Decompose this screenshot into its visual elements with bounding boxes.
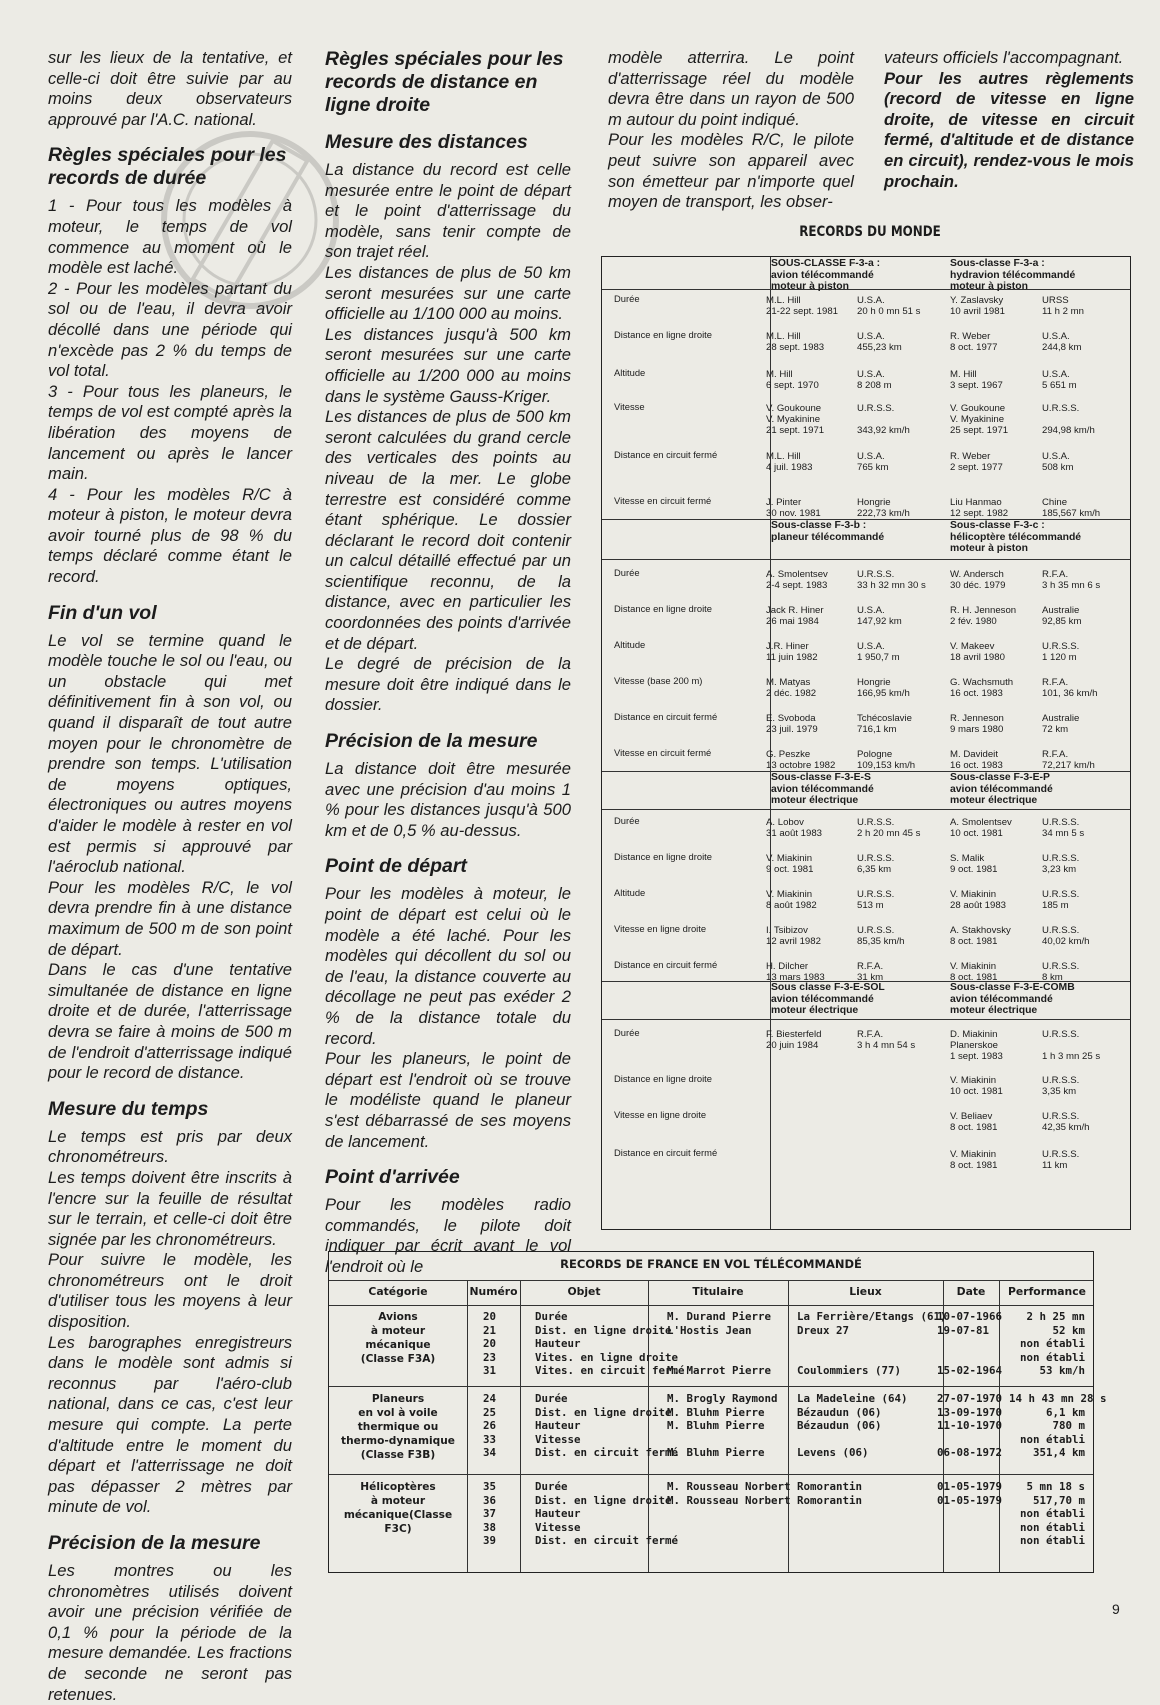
section-header-divider (602, 559, 1130, 560)
record-holder: A. Smolentsev 2-4 sept. 1983 (766, 569, 828, 592)
record-value: U.R.S.S. 294,98 km/h (1042, 403, 1095, 437)
section-header-left: Sous-classe F-3-b : planeur télécommandé (771, 520, 885, 543)
record-holder: E. Svoboda 23 juil. 1979 (766, 713, 818, 736)
record-objects: Durée Dist. en ligne droite Hauteur Vitesse Dist. en circuit fermé (535, 1480, 679, 1548)
column-header: Numéro (469, 1285, 518, 1298)
record-holder: G. Wachsmuth 16 oct. 1983 (950, 677, 1014, 700)
record-category: Durée (614, 567, 640, 578)
paragraph: La distance du record est celle mesurée entre le point de départ et le point d'atterrissage du modèle, sans tenir compte de son trajet réel. (325, 160, 571, 262)
record-category: Vitesse en ligne droite (614, 1109, 707, 1120)
record-holder: V. Makeev 18 avril 1980 (950, 641, 1005, 664)
paragraph: Le temps est pris par deux chronométreurs. (48, 1126, 292, 1167)
record-value: U.S.A. 5 651 m (1042, 369, 1077, 392)
record-holder: Jack R. Hiner 26 mai 1984 (766, 605, 824, 628)
record-holder: M.L. Hill 21-22 sept. 1981 (766, 295, 839, 318)
record-holder: M.L. Hill 28 sept. 1983 (766, 331, 825, 354)
record-value: U.R.S.S. 11 km (1042, 1149, 1080, 1172)
paragraph: 4 - Pour les modèles R/C à moteur à piston, le moteur devra avoir tourné plus de 98 % du temps déclaré comme étant le record. (48, 484, 292, 587)
record-holder: V. Miakinin 8 août 1982 (766, 889, 817, 912)
record-value: URSS 11 h 2 mn (1042, 295, 1084, 318)
section-header-right: Sous-classe F-3-a : hydravion télécommandé moteur à piston (950, 258, 1076, 293)
record-holder: V. Miakinin 10 oct. 1981 (950, 1075, 1003, 1098)
section-header-divider (602, 809, 1130, 810)
section-header-right: Sous-classe F-3-E-COMB avion télécommandé moteur électrique (950, 982, 1075, 1017)
record-holder: R. Weber 8 oct. 1977 (950, 331, 998, 354)
record-value: U.R.S.S. 8 km (1042, 961, 1080, 984)
paragraph: Pour les modèles à moteur, le point de départ est celui où le modèle a été laché. Pour les modèles qui décollent du sol ou de l'eau, la distance couverte au décollage ne peut pas exéder 2 % de la distance totale du record. (325, 884, 571, 1048)
column-header: Lieux (849, 1285, 882, 1298)
record-holder: M. Hill 3 sept. 1967 (950, 369, 1003, 392)
record-value: U.R.S.S. 185 m (1042, 889, 1080, 912)
record-value: U.S.A. 1 950,7 m (857, 641, 900, 664)
paragraph: Les distances jusqu'à 500 km seront mesurées sur une carte officielle au 1/200 000 au moins dans le système Gauss-Kriger. (325, 324, 571, 406)
record-category: Durée (614, 815, 640, 826)
record-value: U.S.A. 244,8 km (1042, 331, 1082, 354)
paragraph: Pour les planeurs, le point de départ est l'endroit où se trouve le modéliste quand le planeur s'est débarrassé de ses moyens de lancement. (325, 1049, 571, 1151)
record-holder: G. Peszke 13 octobre 1982 (766, 749, 836, 772)
record-holder: R. Jenneson 9 mars 1980 (950, 713, 1004, 736)
record-category: Durée (614, 293, 640, 304)
record-holder: M. Hill 6 sept. 1970 (766, 369, 819, 392)
record-numbers: 24 25 26 33 34 (483, 1392, 497, 1460)
record-value: U.S.A. 508 km (1042, 451, 1074, 474)
record-dates: 01-05-1979 01-05-1979 (937, 1480, 1003, 1507)
record-value: U.R.S.S. 34 mn 5 s (1042, 817, 1085, 840)
world-records-table (601, 256, 1131, 1230)
record-value: R.F.A. 31 km (857, 961, 884, 984)
record-holder: V. Miakinin 9 oct. 1981 (766, 853, 814, 876)
record-value: U.R.S.S. 2 h 20 mn 45 s (857, 817, 921, 840)
heading-fin-vol: Fin d'un vol (48, 601, 157, 624)
record-category: Distance en circuit fermé (614, 1147, 718, 1158)
world-records-title: RECORDS DU MONDE (799, 224, 941, 240)
france-record-group (329, 1308, 1095, 1388)
record-value: U.S.A. 455,23 km (857, 331, 902, 354)
column-header: Catégorie (368, 1285, 428, 1298)
record-value: U.R.S.S. 3,35 km (1042, 1075, 1080, 1098)
record-places: La Ferrière/Etangs (61) Dreux 27 Coulommiers (77) (797, 1310, 947, 1378)
paragraph: Les distances de plus de 50 km seront mesurées sur une carte officielle au 1/100 000 au moins. (325, 262, 571, 324)
paragraph: La distance doit être mesurée avec une précision d'au moins 1 % pour les distances jusqu'à 500 km et de 0,5 % au-dessus. (325, 759, 571, 840)
paragraph: sur les lieux de la tentative, et celle-ci doit être suivie par au moins deux observateurs approuvé par l'A.C. national. (48, 48, 292, 129)
record-holder: H. Dilcher 13 mars 1983 (766, 961, 825, 984)
record-performances: 5 mn 18 s 517,70 m non établi non établi non établi (1019, 1480, 1085, 1548)
section-header-divider (602, 1019, 1130, 1020)
paragraph: vateurs officiels l'accompagnant. (884, 48, 1124, 67)
record-value: U.R.S.S. 513 m (857, 889, 895, 912)
page-number: 9 (1112, 1601, 1120, 1617)
record-holder: V. Beliaev 8 oct. 1981 (950, 1111, 998, 1134)
record-category: Distance en ligne droite (614, 851, 712, 862)
heading-records-duree: Règles spéciales pour les records de durée (48, 144, 287, 190)
group-divider (329, 1474, 1093, 1475)
paragraph: 2 - Pour les modèles partant du sol ou de l'eau, il devra avoir décollé dans une période qui n'excède pas 2 % du temps de vol total. (48, 278, 292, 381)
record-category: Distance en circuit fermé (614, 959, 718, 970)
column-header: Titulaire (692, 1285, 744, 1298)
record-holder: V. Miakinin 8 oct. 1981 (950, 961, 998, 984)
record-holder: M. Matyas 2 déc. 1982 (766, 677, 817, 700)
record-holder: V. Goukoune V. Myakinine 21 sept. 1971 (766, 403, 825, 437)
record-value: U.R.S.S. 3,23 km (1042, 853, 1080, 876)
paragraph: Le degré de précision de la mesure doit être indiqué dans le dossier. (325, 654, 571, 715)
column-header: Performance (1008, 1285, 1086, 1298)
paragraph: Les montres ou les chronomètres utilisés doivent avoir une précision vérifiée de 0,1 % pour la période de la mesure demandée. Les fractions de seconde ne seront pas retenues. (48, 1561, 292, 1704)
heading-point-depart: Point de départ (325, 855, 467, 878)
record-places: Romorantin Romorantin (797, 1480, 863, 1507)
section-header-right: Sous-classe F-3-E-P avion télécommandé moteur électrique (950, 772, 1053, 807)
record-category: Durée (614, 1027, 640, 1038)
record-holder: V. Miakinin 28 août 1983 (950, 889, 1007, 912)
paragraph: 3 - Pour tous les planeurs, le temps de vol est compté après la libération des moyens de lancement ou après le lancer main. (48, 381, 292, 484)
paragraph: Pour les modèles R/C, le vol devra prendre fin à une distance maximum de 500 m de son point de départ. (48, 877, 292, 959)
record-value: R.F.A. 72,217 km/h (1042, 749, 1095, 772)
column-4 (884, 48, 1134, 192)
heading-mesure-distances: Mesure des distances (325, 131, 528, 153)
record-value: U.S.A. 20 h 0 mn 51 s (857, 295, 921, 318)
record-dates: 10-07-1966 19-07-81 15-02-1964 (937, 1310, 1003, 1378)
record-value: U.S.A. 147,92 km (857, 605, 902, 628)
section-header-left: SOUS-CLASSE F-3-a : avion télécommandé moteur à piston (771, 258, 881, 293)
paragraph: Les temps doivent être inscrits à l'encre sur la feuille de résultat sur le terrain, et celle-ci doit être signée par les chronométreurs. (48, 1167, 292, 1249)
record-value: Chine 185,567 km/h (1042, 497, 1101, 520)
record-value: U.R.S.S. 40,02 km/h (1042, 925, 1090, 948)
group-category: Hélicoptères à moteur mécanique(Classe F3C) (343, 1481, 453, 1535)
section-header-left: Sous classe F-3-E-SOL avion télécommandé moteur électrique (771, 982, 885, 1017)
record-value: Hongrie 222,73 km/h (857, 497, 910, 520)
record-value: Tchécoslavie 716,1 km (857, 713, 912, 736)
paragraph: Pour les modèles radio commandés, le pilote doit indiquer par écrit avant le vol l'endroit où le (325, 1195, 571, 1276)
paragraph: modèle atterrira. Le point d'atterrissage réel du modèle devra être dans un rayon de 500 m autour du point indiqué. (608, 48, 854, 129)
column-header: Date (956, 1285, 986, 1298)
record-value: U.R.S.S. 343,92 km/h (857, 403, 910, 437)
record-holder: M. Davideit 16 oct. 1983 (950, 749, 1003, 772)
section-header-left: Sous-classe F-3-E-S avion télécommandé moteur électrique (771, 772, 874, 807)
record-value: Pologne 109,153 km/h (857, 749, 916, 772)
france-records-title: RECORDS DE FRANCE EN VOL TÉLÉCOMMANDÉ (560, 1257, 862, 1271)
france-record-group (329, 1390, 1107, 1470)
record-holder: M.L. Hill 4 juil. 1983 (766, 451, 813, 474)
record-value: U.S.A. 765 km (857, 451, 889, 474)
record-value: U.R.S.S. 42,35 km/h (1042, 1111, 1090, 1134)
heading-precision: Précision de la mesure (48, 1532, 261, 1554)
record-value: U.R.S.S. 6,35 km (857, 853, 895, 876)
table-divider (329, 1280, 1093, 1281)
record-holder: A. Stakhovsky 8 oct. 1981 (950, 925, 1011, 948)
column-2 (325, 48, 571, 1278)
record-holder: W. Andersch 30 déc. 1979 (950, 569, 1006, 592)
record-holder: A. Lobov 31 août 1983 (766, 817, 823, 840)
group-divider (329, 1386, 1093, 1387)
record-value: R.F.A. 3 h 4 mn 54 s (857, 1029, 916, 1052)
heading-precision-mesure: Précision de la mesure (325, 730, 538, 753)
group-category: Planeurs en vol à voile thermique ou thermo-dynamique (Classe F3B) (341, 1393, 455, 1461)
column-header: Objet (567, 1285, 601, 1298)
record-objects: Durée Dist. en ligne droite Hauteur Vitesse Dist. en circuit fermé (535, 1392, 679, 1460)
paragraph: Les distances de plus de 500 km seront calculées du grand cercle des verticales des points au niveau de la mer. Le globe terrestre est considéré comme étant sphérique. Le dossier déclarant le record doit contenir un calcul détaillé effectué par un scientifique reconnu, de la distance, avec en particulier les coordonnées des points d'arrivée et de départ. (325, 407, 571, 653)
record-numbers: 20 21 20 23 31 (483, 1310, 497, 1378)
column-3 (608, 48, 854, 213)
record-holder: A. Smolentsev 10 oct. 1981 (950, 817, 1012, 840)
record-dates: 27-07-1970 13-09-1970 11-10-1970 06-08-1972 (937, 1392, 1003, 1460)
record-category: Vitesse (614, 401, 645, 412)
record-holders: M. Rousseau Norbert M. Rousseau Norbert (667, 1480, 791, 1507)
record-value: Australie 72 km (1042, 713, 1080, 736)
record-performances: 14 h 43 mn 28 s 6,1 km 780 m non établi 351,4 km (1009, 1392, 1107, 1460)
heading-point-arrivee: Point d'arrivée (325, 1166, 460, 1189)
paragraph: Pour suivre le modèle, les chronométreurs ont le droit d'utiliser tous les moyens à leur disposition. (48, 1250, 292, 1332)
record-category: Altitude (614, 887, 646, 898)
record-category: Distance en ligne droite (614, 1073, 712, 1084)
record-holder: D. Miakinin Planerskoe 1 sept. 1983 (950, 1029, 1003, 1063)
paragraph-bold: Pour les autres règlements (record de vitesse en ligne droite, de vitesse en circuit fermé, d'altitude et de distance en circuit), rendez-vous le mois prochain. (884, 68, 1134, 191)
record-holders: M. Durand Pierre L'Hostis Jean M. Marrot Pierre (667, 1310, 772, 1378)
record-holder: Liu Hanmao 12 sept. 1982 (950, 497, 1009, 520)
group-category: Avions à moteur mécanique (Classe F3A) (360, 1311, 436, 1365)
record-category: Vitesse en circuit fermé (614, 747, 712, 758)
paragraph: 1 - Pour tous les modèles à moteur, le temps de vol commence au moment où le modèle est laché. (48, 196, 292, 278)
record-value: Hongrie 166,95 km/h (857, 677, 910, 700)
record-value: U.R.S.S. 1 h 3 mn 25 s (1042, 1029, 1101, 1063)
table-divider (329, 1305, 1093, 1306)
france-record-group (329, 1478, 1095, 1558)
record-category: Altitude (614, 639, 646, 650)
record-category: Altitude (614, 367, 646, 378)
record-value: R.F.A. 101, 36 km/h (1042, 677, 1098, 700)
record-holder: S. Malik 9 oct. 1981 (950, 853, 998, 876)
record-holder: J.R. Hiner 11 juin 1982 (766, 641, 818, 664)
record-holder: J. Pinter 30 nov. 1981 (766, 497, 821, 520)
record-value: U.R.S.S. 1 120 m (1042, 641, 1080, 664)
record-category: Vitesse en circuit fermé (614, 495, 712, 506)
record-value: U.R.S.S. 85,35 km/h (857, 925, 905, 948)
record-category: Vitesse (base 200 m) (614, 675, 703, 686)
record-holders: M. Brogly Raymond M. Bluhm Pierre M. Bluhm Pierre M. Bluhm Pierre (667, 1392, 778, 1460)
record-category: Distance en ligne droite (614, 603, 712, 614)
record-places: La Madeleine (64) Bézaudun (06) Bézaudun (06) Levens (06) (797, 1392, 908, 1460)
record-value: U.R.S.S. 33 h 32 mn 30 s (857, 569, 926, 592)
section-header-right: Sous-classe F-3-c : hélicoptère télécommandé moteur à piston (950, 520, 1082, 555)
record-category: Distance en circuit fermé (614, 449, 718, 460)
record-holder: R. Weber 2 sept. 1977 (950, 451, 1003, 474)
record-holder: Y. Zaslavsky 10 avril 1981 (950, 295, 1005, 318)
france-records-table (328, 1251, 1107, 1573)
column-1 (48, 48, 292, 1705)
paragraph: Dans le cas d'une tentative simultanée de distance en ligne droite et de durée, l'atterrissage devra se faire à moins de 500 m de l'endroit d'atterrissage indiqué pour le record de distance. (48, 960, 292, 1083)
record-performances: 2 h 25 mn 52 km non établi non établi 53 km/h (1019, 1310, 1085, 1378)
record-category: Vitesse en ligne droite (614, 923, 707, 934)
record-holder: V. Miakinin 8 oct. 1981 (950, 1149, 998, 1172)
paragraph: Les barographes enregistreurs dans le modèle sont admis si reconnus par l'aéro-club national, dans ce cas, c'est leur mesure qui compte. La perte d'altitude entre le moment du départ et l'atterrissage ne doit pas dépasser 2 mètres par minute de vol. (48, 1332, 292, 1517)
heading-regles-distance: Règles spéciales pour les records de distance en ligne droite (325, 48, 564, 116)
record-category: Distance en ligne droite (614, 329, 712, 340)
record-value: U.S.A. 8 208 m (857, 369, 892, 392)
record-holder: R. H. Jenneson 2 fév. 1980 (950, 605, 1017, 628)
record-holder: V. Goukoune V. Myakinine 25 sept. 1971 (950, 403, 1009, 437)
record-objects: Durée Dist. en ligne droite Hauteur Vites. en ligne droite Vites. en circuit fermé (535, 1310, 685, 1378)
heading-mesure-temps: Mesure du temps (48, 1097, 209, 1120)
record-holder: F. Biesterfeld 20 juin 1984 (766, 1029, 822, 1052)
record-holder: I. Tsibizov 12 avril 1982 (766, 925, 821, 948)
paragraph: Pour les modèles R/C, le pilote peut suivre son appareil avec son émetteur par n'importe quel moyen de transport, les obser- (608, 130, 854, 212)
paragraph: Le vol se termine quand le modèle touche le sol ou l'eau, ou un obstacle qui met définitivement fin à son vol, ou quand il disparaît de tout autre moyen pour le chronomètre de prendre son temps. L'utilisation de moyens optiques, électroniques ou autres moyens d'aider le modèle à rester en vol est permis si approuvé par l'aéroclub national. (48, 630, 292, 877)
record-value: Australie 92,85 km (1042, 605, 1082, 628)
record-value: R.F.A. 3 h 35 mn 6 s (1042, 569, 1101, 592)
record-numbers: 35 36 37 38 39 (483, 1480, 497, 1548)
record-category: Distance en circuit fermé (614, 711, 718, 722)
